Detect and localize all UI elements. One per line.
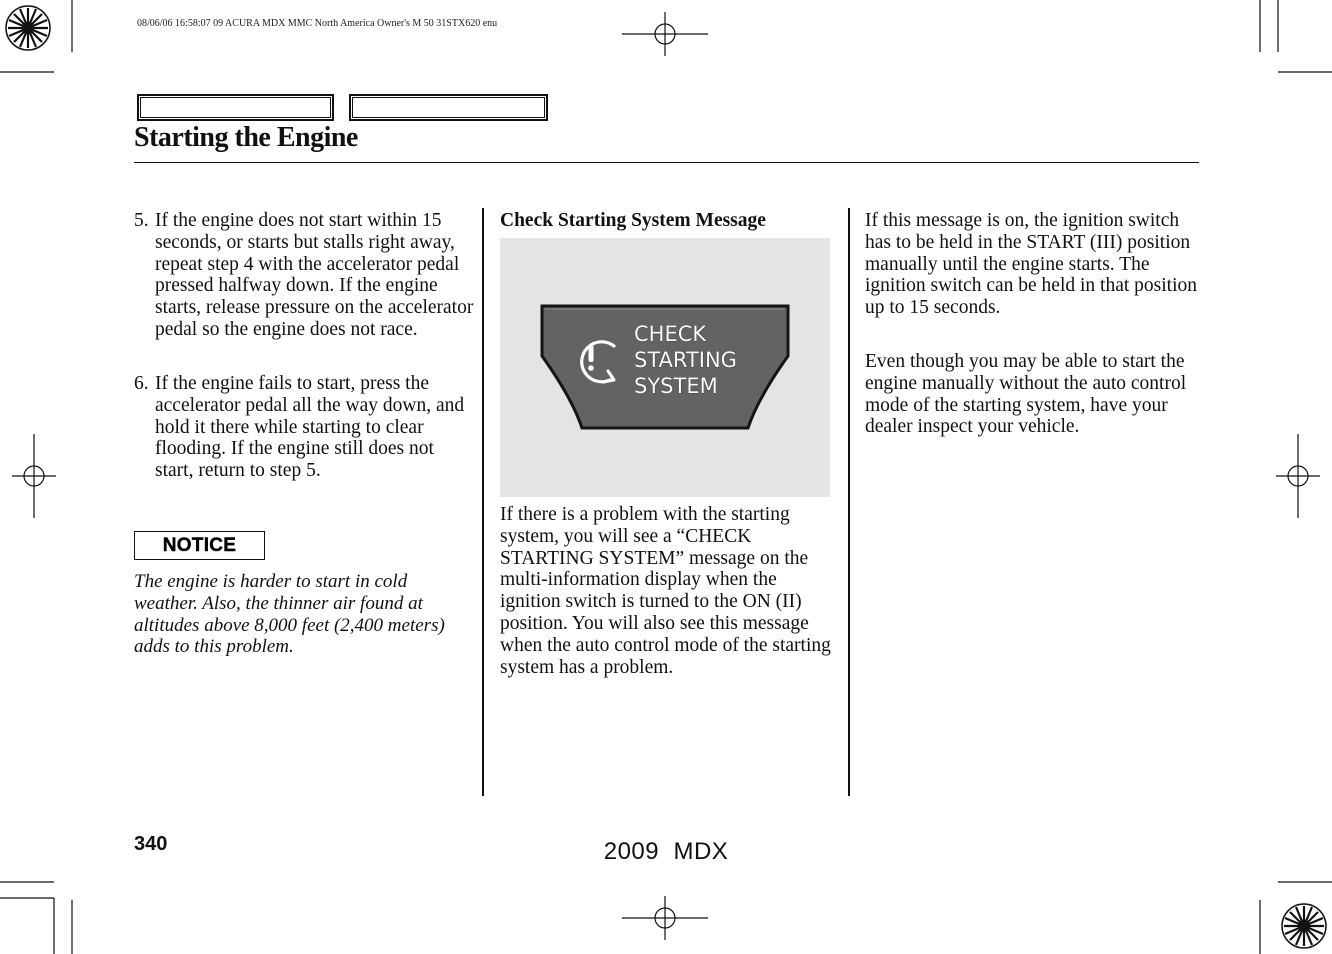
step-6-text: If the engine fails to start, press the accelerator pedal all the way down, and hold it there while starting to clear flooding. If the engine still does not start, return to step 5. bbox=[155, 373, 465, 482]
step-6 bbox=[134, 373, 474, 482]
step-5 bbox=[134, 210, 474, 341]
page-title: Starting the Engine bbox=[134, 122, 358, 153]
display-line-2: STARTING bbox=[634, 348, 737, 372]
print-header: 08/06/06 16:58:07 09 ACURA MDX MMC North America Owner's M 50 31STX620 enu bbox=[137, 18, 498, 29]
step-5-text: If the engine does not start within 15 seconds, or starts but stalls right away, repeat step 4 with the accelerator pedal pressed halfway down. If the engine starts, release pressure on the accelerator pedal so the engine does not race. bbox=[155, 210, 474, 340]
multi-info-display bbox=[500, 238, 830, 497]
notice-label: NOTICE bbox=[162, 534, 237, 556]
title-divider bbox=[134, 162, 1199, 163]
header-tab-box-1 bbox=[137, 94, 334, 121]
display-line-1: CHECK bbox=[634, 322, 707, 346]
page-number: 340 bbox=[134, 833, 168, 855]
display-illustration bbox=[500, 238, 830, 497]
model-footer: 2009 MDX bbox=[603, 838, 729, 865]
step-6-number: 6. bbox=[134, 373, 149, 394]
right-paragraph-1: If this message is on, the ignition switch has to be held in the START (III) position manually until the engine starts. The ignition switch can be held in that position up to 15 seconds. bbox=[865, 210, 1197, 319]
column-divider-right bbox=[848, 208, 850, 796]
right-paragraph-2: Even though you may be able to start the engine manually without the auto control mode of the starting system, have your dealer inspect your vehicle. bbox=[865, 351, 1187, 438]
step-5-number: 5. bbox=[134, 210, 149, 231]
section-heading: Check Starting System Message bbox=[500, 210, 766, 231]
notice-badge bbox=[134, 531, 265, 560]
display-line-3: SYSTEM bbox=[634, 374, 718, 398]
column-divider-left bbox=[482, 208, 484, 796]
middle-paragraph: If there is a problem with the starting system, you will see a “CHECK STARTING SYSTEM” message on the multi-information display when the ignition switch is turned to the ON (II) position. You will also see this message when the auto control mode of the starting system has a problem. bbox=[500, 504, 831, 678]
header-tab-box-2 bbox=[349, 94, 548, 121]
notice-text: The engine is harder to start in cold weather. Also, the thinner air found at altitudes above 8,000 feet (2,400 meters) adds to this problem. bbox=[134, 571, 445, 658]
